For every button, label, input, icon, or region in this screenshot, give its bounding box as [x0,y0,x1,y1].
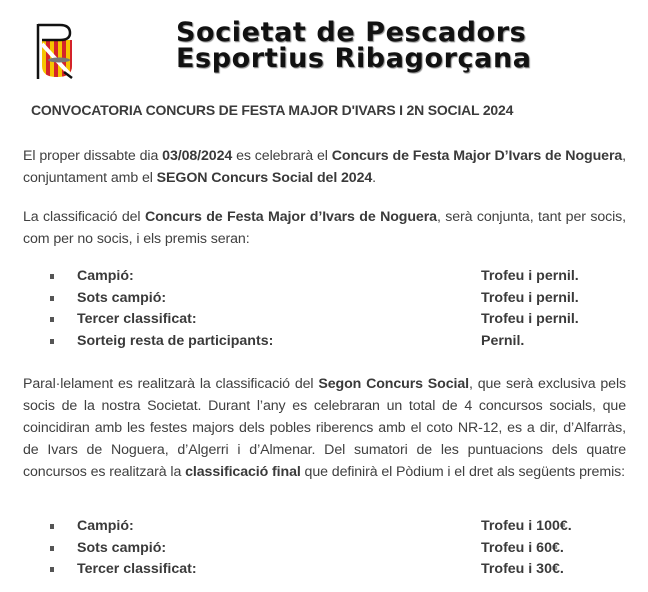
text: , conjuntament amb el [23,148,626,186]
prize-value: Pernil. [481,332,525,349]
text: , que serà exclusiva pels socis de la nostra Societat. Durant l’any es celebraran un total de 4 concursos socials, que coincidiran amb les festes majors dels pobles riberencs amb el coto NR-12, es a dir, d’Alfarràs, de Ivars de Noguera, d’Algerri i d’Almenar. Del sumatori de les puntuacions dels quatre concursos es realitzarà la [23,376,627,480]
bullet-icon [50,296,54,301]
title-line-2: Esportius Ribagorçana [176,43,532,74]
prize-list-social [50,516,610,581]
final-classification: classificació final [185,464,301,480]
prize-label: Campió: [77,518,134,534]
document-heading: CONVOCATORIA CONCURS DE FESTA MAJOR D'IVARS I 2N SOCIAL 2024 [31,102,514,118]
text: que definirà el Pòdium i el dret als següents premis: [300,464,625,480]
prize-value: Trofeu i pernil. [481,289,579,306]
event-name: Concurs de Festa Major D’Ivars de Noguera [331,148,623,164]
prize-row [50,516,610,538]
prize-row [50,309,610,331]
prize-value: Trofeu i 60€. [481,539,564,556]
prize-value: Trofeu i pernil. [481,311,579,327]
prize-value: Trofeu i 100€. [481,518,572,534]
paragraph-announcement [23,145,626,189]
prize-row [50,288,610,310]
prize-label: Sots campió: [77,539,167,556]
prize-row [50,559,610,581]
paragraph-classification [23,206,626,250]
prize-row [50,538,610,560]
bullet-icon [50,567,54,572]
bullet-icon [50,339,54,344]
prize-value: Trofeu i pernil. [481,268,579,284]
prize-label: Tercer classificat: [77,561,197,577]
event-date: 03/08/2024 [162,148,233,164]
social-contest-name: Segon Concurs Social [318,376,469,392]
text: El proper dissabte dia [23,148,163,164]
text: , serà conjunta, tant per socis, com per no socis, i els premis seran: [23,209,626,247]
social-contest-name: SEGON Concurs Social del 2024 [156,170,373,186]
prize-row [50,266,610,288]
title-line-1: Societat de Pescadors [176,17,527,48]
text: La classificació del [23,209,145,225]
prize-label: Tercer classificat: [77,311,197,327]
prize-value: Trofeu i 30€. [481,561,564,577]
text: . [372,170,377,186]
prize-label: Campió: [77,268,134,284]
organization-title [176,17,636,74]
event-name: Concurs de Festa Major d’Ivars de Noguera [144,209,437,225]
text: es celebrarà el [232,148,332,164]
bullet-icon [50,524,54,529]
bullet-icon [50,546,54,551]
bullet-icon [50,317,54,322]
prize-list-festa-major [50,266,610,352]
paragraph-social-contest [23,373,626,483]
prize-label: Sorteig resta de participants: [77,332,274,349]
bullet-icon [50,274,54,279]
prize-row [50,331,610,353]
pescadors-logo-icon [34,22,76,80]
prize-label: Sots campió: [77,289,167,306]
text: Paral·lelament es realitzarà la classificació del [23,376,319,392]
